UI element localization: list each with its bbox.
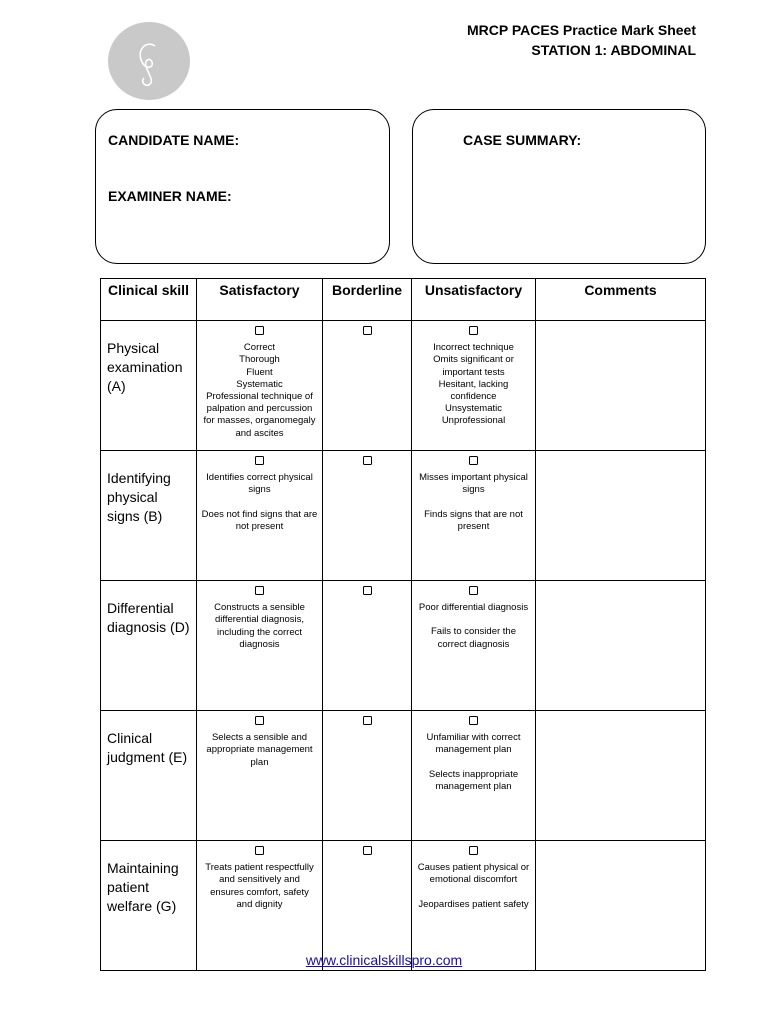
table-row bbox=[101, 451, 706, 581]
unsatisfactory-criterion: Omits significant or important tests bbox=[433, 354, 514, 378]
candidate-info-box bbox=[95, 109, 390, 264]
candidate-name-label: CANDIDATE NAME: bbox=[108, 132, 240, 148]
satisfactory-criterion: Does not find signs that are not present bbox=[201, 508, 318, 532]
satisfactory-cell bbox=[197, 841, 323, 971]
unsatisfactory-criterion bbox=[416, 887, 531, 899]
unsatisfactory-criterion: Incorrect technique bbox=[433, 342, 514, 354]
satisfactory-cell bbox=[197, 321, 323, 451]
unsatisfactory-cell bbox=[412, 841, 536, 971]
unsatisfactory-criterion: Hesitant, lacking confidence bbox=[438, 378, 509, 403]
unsatisfactory-criterion: Fails to consider the correct diagnosis bbox=[430, 626, 516, 650]
clinical-skill-cell: Differential diagnosis (D) bbox=[101, 581, 197, 711]
unsatisfactory-criterion: Finds signs that are not present bbox=[424, 508, 523, 532]
unsatisfactory-criterion: Jeopardises patient safety bbox=[418, 898, 529, 910]
unsatisfactory-criterion: Unprofessional bbox=[441, 415, 506, 427]
satisfactory-checkbox[interactable] bbox=[255, 326, 264, 335]
unsatisfactory-checkbox[interactable] bbox=[469, 586, 478, 595]
unsatisfactory-criterion bbox=[416, 497, 531, 509]
borderline-checkbox[interactable] bbox=[363, 326, 372, 335]
unsatisfactory-cell bbox=[412, 451, 536, 581]
comments-cell[interactable] bbox=[536, 321, 706, 451]
page-heading bbox=[467, 20, 696, 60]
unsatisfactory-cell bbox=[412, 581, 536, 711]
borderline-checkbox[interactable] bbox=[363, 716, 372, 725]
examiner-name-label: EXAMINER NAME: bbox=[108, 188, 232, 204]
satisfactory-checkbox[interactable] bbox=[255, 716, 264, 725]
case-summary-label: CASE SUMMARY: bbox=[463, 132, 582, 148]
satisfactory-cell bbox=[197, 581, 323, 711]
mark-sheet-table bbox=[100, 278, 706, 971]
unsatisfactory-criterion: Causes patient physical or emotional discomfort bbox=[417, 862, 530, 886]
borderline-cell bbox=[323, 321, 412, 451]
borderline-checkbox[interactable] bbox=[363, 586, 372, 595]
unsatisfactory-checkbox[interactable] bbox=[469, 456, 478, 465]
table-row bbox=[101, 321, 706, 451]
comments-cell[interactable] bbox=[536, 451, 706, 581]
borderline-cell bbox=[323, 841, 412, 971]
station-title: STATION 1: ABDOMINAL bbox=[531, 42, 696, 58]
satisfactory-criterion: Constructs a sensible differential diagnosis, including the correct diagnosis bbox=[214, 602, 305, 650]
header-unsatisfactory: Unsatisfactory bbox=[412, 279, 536, 321]
satisfactory-criterion: Systematic bbox=[236, 378, 283, 390]
unsatisfactory-criterion: Unsystematic bbox=[444, 403, 502, 415]
satisfactory-criterion bbox=[201, 497, 318, 509]
unsatisfactory-checkbox[interactable] bbox=[469, 846, 478, 855]
borderline-checkbox[interactable] bbox=[363, 846, 372, 855]
page-title: MRCP PACES Practice Mark Sheet bbox=[466, 22, 696, 38]
satisfactory-cell bbox=[197, 451, 323, 581]
satisfactory-criterion: Selects a sensible and appropriate management plan bbox=[206, 732, 313, 768]
clinical-skill-cell: Identifying physical signs (B) bbox=[101, 451, 197, 581]
satisfactory-criterion: Professional technique of palpation and percussion for masses, organomegaly and ascites bbox=[203, 391, 316, 439]
comments-cell[interactable] bbox=[536, 711, 706, 841]
table-row bbox=[101, 581, 706, 711]
comments-cell[interactable] bbox=[536, 581, 706, 711]
borderline-cell bbox=[323, 711, 412, 841]
satisfactory-checkbox[interactable] bbox=[255, 456, 264, 465]
unsatisfactory-criterion: Selects inappropriate management plan bbox=[428, 768, 519, 792]
satisfactory-criterion: Correct bbox=[243, 342, 276, 354]
table-header-row bbox=[101, 279, 706, 321]
satisfactory-criterion: Treats patient respectfully and sensitively and ensures comfort, safety and dignity bbox=[205, 862, 314, 910]
satisfactory-checkbox[interactable] bbox=[255, 846, 264, 855]
table-row bbox=[101, 841, 706, 971]
borderline-cell bbox=[323, 451, 412, 581]
unsatisfactory-cell bbox=[412, 711, 536, 841]
header-comments: Comments bbox=[536, 279, 706, 321]
header-satisfactory: Satisfactory bbox=[197, 279, 323, 321]
unsatisfactory-criterion bbox=[416, 757, 531, 769]
unsatisfactory-checkbox[interactable] bbox=[469, 716, 478, 725]
unsatisfactory-cell bbox=[412, 321, 536, 451]
clinical-skill-cell: Clinical judgment (E) bbox=[101, 711, 197, 841]
borderline-cell bbox=[323, 581, 412, 711]
satisfactory-cell bbox=[197, 711, 323, 841]
clinical-skill-cell: Maintaining patient welfare (G) bbox=[101, 841, 197, 971]
borderline-checkbox[interactable] bbox=[363, 456, 372, 465]
case-summary-box bbox=[412, 109, 706, 264]
website-link[interactable]: www.clinicalskillspro.com bbox=[305, 952, 463, 968]
comments-cell[interactable] bbox=[536, 841, 706, 971]
unsatisfactory-criterion: Poor differential diagnosis bbox=[418, 602, 529, 614]
unsatisfactory-criterion bbox=[416, 614, 531, 626]
satisfactory-criterion: Fluent bbox=[246, 366, 273, 378]
unsatisfactory-criterion: Misses important physical signs bbox=[419, 472, 528, 496]
unsatisfactory-criterion: Unfamiliar with correct management plan bbox=[426, 732, 521, 756]
unsatisfactory-checkbox[interactable] bbox=[469, 326, 478, 335]
satisfactory-checkbox[interactable] bbox=[255, 586, 264, 595]
table-row bbox=[101, 711, 706, 841]
header-clinical-skill: Clinical skill bbox=[101, 279, 197, 321]
clinical-skill-cell: Physical examination (A) bbox=[101, 321, 197, 451]
logo bbox=[108, 22, 190, 100]
satisfactory-criterion: Thorough bbox=[239, 354, 280, 366]
satisfactory-criterion: Identifies correct physical signs bbox=[206, 472, 313, 496]
logo-icon bbox=[108, 22, 190, 100]
header-borderline: Borderline bbox=[323, 279, 412, 321]
